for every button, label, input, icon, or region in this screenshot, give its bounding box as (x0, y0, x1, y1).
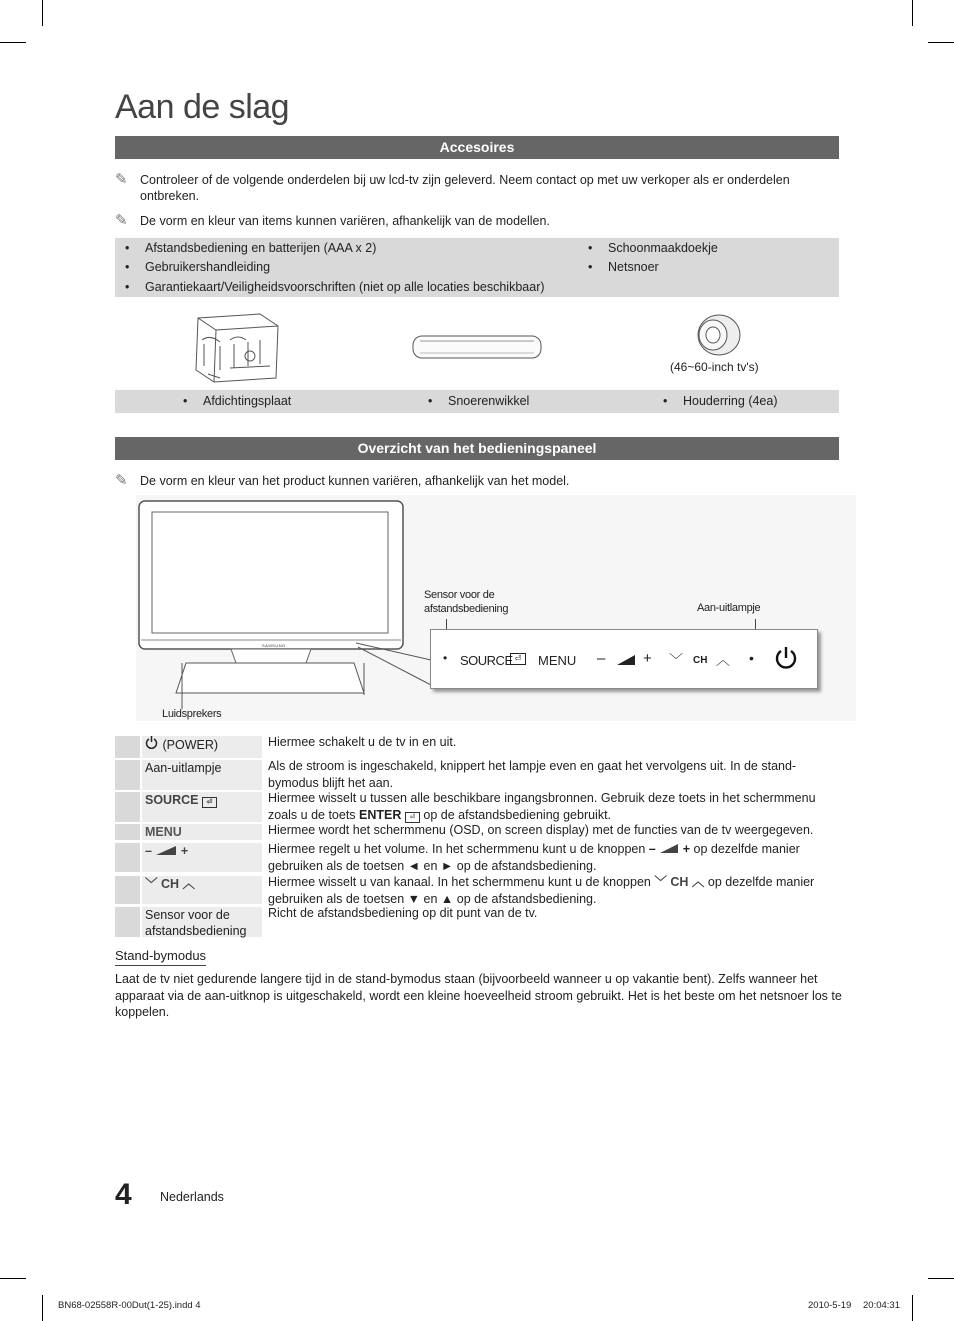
list-item: • Schoonmaakdoekje (588, 241, 718, 255)
volume-icon (155, 845, 177, 855)
note-text: De vorm en kleur van items kunnen variëren, afhankelijk van de modellen. (140, 214, 550, 228)
list-item: • Houderring (4ea) (663, 394, 778, 408)
enter-icon: ⏎ (202, 797, 217, 808)
power-icon[interactable] (774, 646, 798, 670)
table-row (115, 907, 839, 937)
sensor-dot: • (443, 651, 448, 665)
table-row (115, 824, 839, 840)
language-label: Nederlands (160, 1190, 224, 1204)
section-header-accessories: Accesoires (115, 136, 839, 159)
note-text: Controleer of de volgende onderdelen bij uw lcd-tv zijn geleverd. Neem contact op met uw verkoper als er onderdelen ontbreken. (140, 173, 790, 203)
file-name: BN68-02558R-00Dut(1-25).indd 4 (58, 1300, 201, 1311)
ring-note: (46~60-inch tv's) (670, 360, 759, 374)
chevron-up-icon: ︿ (691, 875, 705, 889)
row-desc: Hiermee wisselt u van kanaal. In het schermmenu kunt u de knoppen ﹀ CH ︿ op dezelfde manier gebruiken als de toetsen ▼ en ▲ op de afstandsbediening. (268, 875, 815, 906)
crop-mark (928, 42, 954, 43)
standby-heading: Stand-bymodus (115, 948, 206, 966)
table-row (115, 736, 839, 758)
sensor-label: Sensor voor de afstandsbediening (424, 589, 509, 615)
crop-mark (912, 0, 913, 26)
list-item: • Afdichtingsplaat (183, 394, 292, 408)
list-item: • Netsnoer (588, 260, 659, 274)
row-label: MENU (142, 824, 262, 840)
crop-mark (0, 42, 26, 43)
row-label: – (145, 844, 152, 858)
list-item: • Afstandsbediening en batterijen (AAA x 2) (125, 241, 377, 255)
note-text: De vorm en kleur van het product kunnen variëren, afhankelijk van het model. (140, 474, 570, 488)
note (115, 213, 840, 231)
menu-button[interactable]: MENU (538, 653, 577, 668)
chevron-down-icon[interactable]: ﹀ (669, 652, 683, 668)
crop-mark (0, 1278, 26, 1279)
power-led: • (749, 650, 754, 666)
row-desc: Hiermee wisselt u tussen alle beschikbare ingangsbronnen. Gebruik deze toets in het schermmenu zoals u de toets ENTER ⏎ op de afstandsbediening gebruikt. (268, 791, 816, 822)
chevron-down-icon: ﹀ (654, 875, 667, 889)
row-desc: Richt de afstandsbediening op dit punt van de tv. (268, 906, 538, 920)
list-item: • Garantiekaart/Veiligheidsvoorschriften (niet op alle locaties beschikbaar) (125, 280, 545, 294)
row-desc: Als de stroom is ingeschakeld, knippert het lampje even en gaat het vervolgens uit. In de stand-bymodus blijft het aan. (268, 759, 797, 790)
source-button[interactable]: SOURCE (460, 653, 513, 668)
power-icon (145, 736, 159, 748)
chevron-down-icon: ﹀ (145, 877, 158, 891)
volume-up-button[interactable]: + (643, 650, 652, 667)
table-row (115, 876, 839, 904)
note (115, 473, 840, 491)
table-row (115, 760, 839, 790)
speakers-label: Luidsprekers (162, 708, 222, 720)
crop-mark (912, 1295, 913, 1321)
chevron-up-icon[interactable]: ︿ (716, 652, 730, 668)
list-item: • Gebruikershandleiding (125, 260, 271, 274)
row-desc: Hiermee schakelt u de tv in en uit. (268, 735, 457, 749)
enter-icon: ⏎ (405, 812, 420, 823)
volume-icon (659, 843, 679, 853)
row-label: SOURCE (145, 793, 199, 807)
volume-icon (617, 655, 635, 665)
row-label: (POWER) (162, 738, 219, 752)
crop-mark (928, 1278, 954, 1279)
holder-wire-illustration (190, 310, 285, 385)
row-label: + (180, 844, 189, 858)
row-label: Sensor voor de afstandsbediening (142, 907, 262, 937)
crop-mark (42, 1295, 43, 1321)
row-desc: Hiermee wordt het schermmenu (OSD, on screen display) met de functies van de tv weergegeven. (268, 823, 814, 837)
standby-text: Laat de tv niet gedurende langere tijd in de stand-bymodus staan (bijvoorbeeld wanneer u op vakantie bent). Zelfs wanneer het apparaat via de aan-uitknop is uitgeschakeld, wordt een kleine hoeveelheid stroom gebruikt. Het is het beste om het netsnoer los te koppelen. (115, 972, 842, 1019)
table-row (115, 792, 839, 822)
pencil-icon: ✎ (115, 472, 128, 489)
row-label: CH (161, 877, 180, 891)
crop-mark (42, 0, 43, 26)
channel-label: CH (693, 655, 708, 666)
page-number: 4 (115, 1178, 132, 1211)
section-header-panel: Overzicht van het bedieningspaneel (115, 437, 839, 460)
holder-ring-illustration (693, 312, 743, 358)
row-desc: Hiermee regelt u het volume. In het schermmenu kunt u de knoppen – + op dezelfde manier gebruiken als de toetsen ◄ en ► op de afstandsbediening. (268, 842, 800, 873)
cable-tie-illustration (410, 333, 545, 363)
enter-icon: ⏎ (510, 653, 526, 665)
list-item: • Snoerenwikkel (428, 394, 530, 408)
pencil-icon: ✎ (115, 212, 128, 229)
print-date: 2010-5-19 (808, 1300, 852, 1311)
table-row (115, 843, 839, 872)
row-label: Aan-uitlampje (142, 760, 262, 790)
page-title: Aan de slag (115, 88, 290, 126)
chevron-up-icon: ︿ (182, 877, 196, 891)
brand-logo: SAMSUNG (262, 643, 286, 648)
volume-down-button[interactable]: – (597, 650, 606, 667)
note (115, 172, 840, 206)
print-time: 20:04:31 (863, 1300, 900, 1311)
pencil-icon: ✎ (115, 171, 128, 188)
led-label: Aan-uitlampje (697, 602, 761, 614)
